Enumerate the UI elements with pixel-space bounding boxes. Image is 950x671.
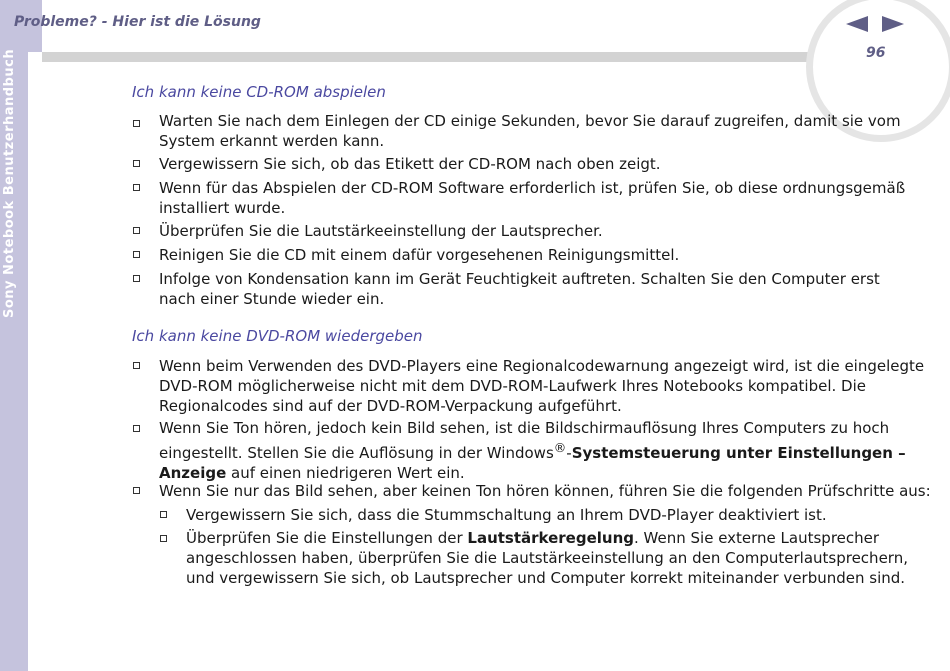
list-item: Vergewissern Sie sich, ob das Etikett der CD-ROM nach oben zeigt. <box>159 155 661 173</box>
item-text: - <box>566 444 572 462</box>
bullet-icon <box>133 251 140 258</box>
page-title: Probleme? - Hier ist die Lösung <box>14 14 261 30</box>
sidebar-inner-strip <box>28 52 42 671</box>
list-item: Überprüfen Sie die Lautstärkeeinstellung der Lautsprecher. <box>159 222 603 240</box>
section-title-cdrom: Ich kann keine CD-ROM abspielen <box>132 83 386 101</box>
bullet-icon <box>133 487 140 494</box>
item-bold-text: Systemsteuerung unter Einstellungen – Anzeige <box>159 444 906 482</box>
bullet-icon <box>133 184 140 191</box>
next-page-arrow-icon[interactable] <box>882 16 904 32</box>
previous-page-arrow-icon[interactable] <box>846 16 868 32</box>
sub-bullet-icon <box>160 511 167 518</box>
section-title-dvdrom: Ich kann keine DVD-ROM wiedergeben <box>132 327 423 345</box>
bullet-icon <box>133 362 140 369</box>
item-text: Überprüfen Sie die Einstellungen der <box>186 529 468 547</box>
item-bold-text: Lautstärkeregelung <box>467 529 635 547</box>
sub-list-item <box>186 528 931 588</box>
bullet-icon <box>133 275 140 282</box>
bullet-icon <box>133 227 140 234</box>
item-text: auf einen niedrigeren Wert ein. <box>226 464 465 482</box>
page-number: 96 <box>866 45 886 61</box>
list-item: Warten Sie nach dem Einlegen der CD einige Sekunden, bevor Sie darauf zugreifen, damit sie vom System erkannt werden kann. <box>159 112 901 150</box>
sidebar-manual-title: Sony Notebook Benutzerhandbuch <box>2 48 17 318</box>
list-item: Wenn beim Verwenden des DVD-Players eine Regionalcodewarnung angezeigt wird, ist die eingelegte DVD-ROM möglicherweise nicht mit dem DVD-ROM-Laufwerk Ihres Notebooks kompatibel. Die Regionalcodes sind auf der DVD-ROM-Verpackung aufgeführt. <box>159 357 925 415</box>
list-item: Wenn Sie nur das Bild sehen, aber keinen Ton hören können, führen Sie die folgenden Prüfschritte aus: <box>159 482 931 500</box>
list-item: Reinigen Sie die CD mit einem dafür vorgesehenen Reinigungsmittel. <box>159 246 680 264</box>
sub-list-item: Vergewissern Sie sich, dass die Stummschaltung an Ihrem DVD-Player deaktiviert ist. <box>186 506 827 524</box>
bullet-icon <box>133 120 140 127</box>
registered-mark: ® <box>553 440 567 455</box>
bullet-icon <box>133 160 140 167</box>
sub-bullet-icon <box>160 535 167 542</box>
bullet-icon <box>133 425 140 432</box>
list-item: Wenn für das Abspielen der CD-ROM Software erforderlich ist, prüfen Sie, ob diese ordnungsgemäß installiert wurde. <box>159 179 906 217</box>
item-text: Wenn Sie Ton hören, jedoch kein Bild sehen, ist die Bildschirmauflösung Ihres Computers zu hoch eingestellt. Stellen Sie die Auflösung in der Windows <box>159 419 890 462</box>
list-item <box>159 418 929 483</box>
header-rule <box>42 52 822 62</box>
item-text: . Wenn Sie externe Lautsprecher angeschlossen haben, überprüfen Sie die Lautstärkeeinstellung an den Computerlautsprechern, und vergewissern Sie sich, ob Lautsprecher und Computer korrekt miteinander verbunden sind. <box>186 529 908 587</box>
sidebar <box>0 0 42 671</box>
list-item: Infolge von Kondensation kann im Gerät Feuchtigkeit auftreten. Schalten Sie den Computer erst nach einer Stunde wieder ein. <box>159 270 880 308</box>
